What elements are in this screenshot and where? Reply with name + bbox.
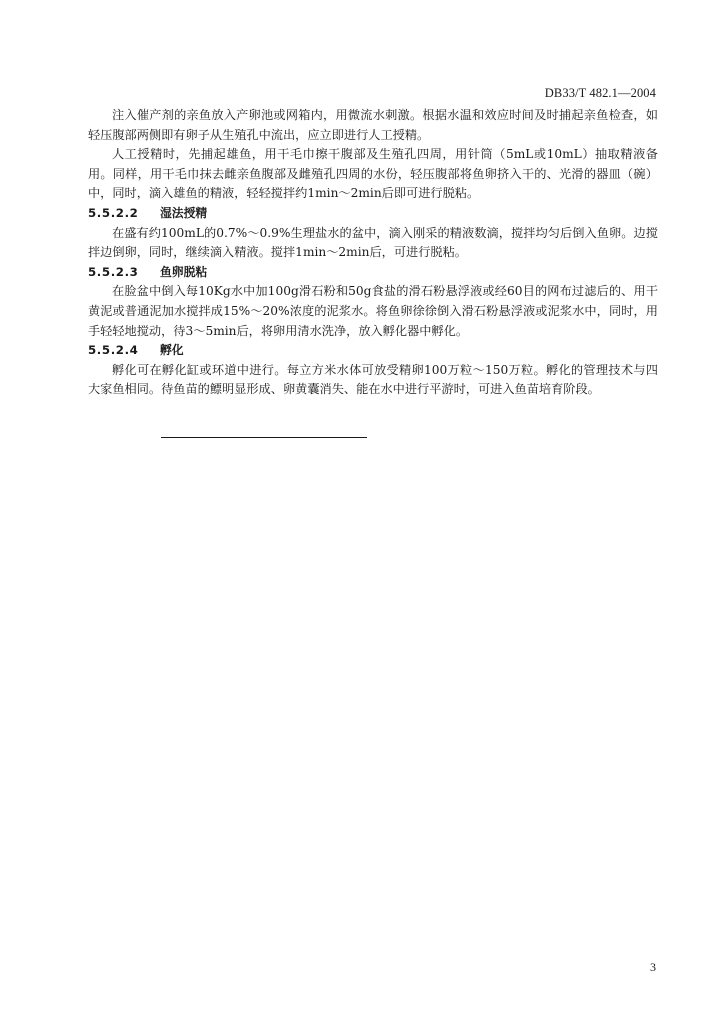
section-text-wet-fertilization: 在盛有约100mL的0.7%～0.9%生理盐水的盆中，滴入刚采的精液数滴，搅拌均匀后倒入鱼卵。边搅拌边倒卵，同时，继续滴入精液。搅拌1min～2min后，可进行脱粘。 — [88, 225, 658, 260]
section-number: 5.5.2.2 — [88, 205, 139, 220]
end-of-document-rule — [161, 437, 367, 438]
section-title: 湿法授精 — [160, 205, 208, 220]
paragraph-spawning-check: 注入催产剂的亲鱼放入产卵池或网箱内，用微流水刺激。根据水温和效应时间及时捕起亲鱼检查，如轻压腹部两侧即有卵子从生殖孔中流出，应立即进行人工授精。 — [88, 108, 658, 142]
section-heading-wet-fertilization — [88, 204, 658, 224]
standard-code: DB33/T 482.1—2004 — [544, 86, 656, 100]
section-heading-egg-deadhesion — [88, 263, 658, 283]
section-number: 5.5.2.3 — [88, 264, 139, 279]
paragraph-artificial-fertilization: 人工授精时，先捕起雄鱼，用干毛巾擦干腹部及生殖孔四周，用针筒（5mL或10mL）抽取精液备用。同样，用干毛巾抹去雌亲鱼腹部及雌殖孔四周的水份，轻压腹部将鱼卵挤入干的、光滑的器皿（碗）中，同时，滴入雄鱼的精液，轻轻搅拌约1min～2min后即可进行脱粘。 — [88, 147, 658, 201]
section-title: 孵化 — [160, 343, 184, 358]
section-heading-hatching — [88, 341, 658, 361]
document-body — [88, 106, 658, 400]
page-number: 3 — [650, 960, 656, 974]
section-text-egg-deadhesion: 在脸盆中倒入每10Kg水中加100g滑石粉和50g食盐的滑石粉悬浮液或经60目的网布过滤后的、用干黄泥或普通泥加水搅拌成15%～20%浓度的泥浆水。将鱼卵徐徐倒入滑石粉悬浮液或泥浆水中，同时，用手轻轻地搅动，待3～5min后，将卵用清水洗净，放入孵化器中孵化。 — [88, 284, 658, 338]
section-number: 5.5.2.4 — [88, 343, 139, 358]
section-title: 鱼卵脱粘 — [160, 264, 208, 279]
section-text-hatching: 孵化可在孵化缸或环道中进行。每立方米水体可放受精卵100万粒～150万粒。孵化的管理技术与四大家鱼相同。待鱼苗的鳔明显形成、卵黄囊消失、能在水中进行平游时，可进入鱼苗培育阶段。 — [88, 362, 658, 397]
